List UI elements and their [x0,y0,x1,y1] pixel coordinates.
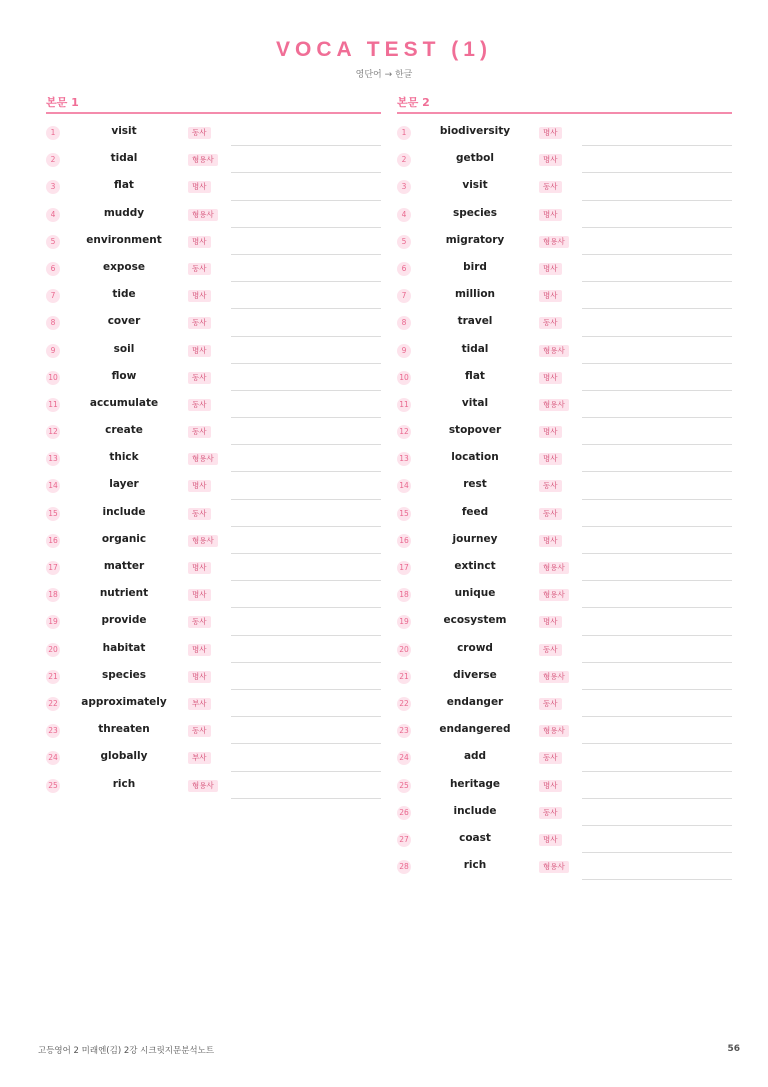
vocab-word: endangered [439,723,511,736]
vocab-word: rich [112,777,136,790]
vocab-word: rest [463,478,487,491]
vocab-word: cover [107,315,141,328]
vocab-word: location [451,451,499,464]
vocab-row [397,337,732,364]
section-heading-2: 본문 2 [397,94,732,114]
vocab-word: diverse [453,668,497,681]
item-number: 25 [46,779,60,793]
part-of-speech-badge: 동사 [188,725,211,737]
item-number: 13 [397,452,411,466]
vocab-word: include [453,804,497,817]
vocab-row [397,826,732,853]
vocab-word: crowd [457,641,493,654]
vocab-row [46,554,381,581]
vocab-word: endanger [446,695,504,708]
vocab-row [46,636,381,663]
vocab-row [397,119,732,146]
item-number: 22 [397,697,411,711]
item-number: 2 [46,153,60,167]
vocab-word: vital [461,396,489,409]
vocab-row [46,309,381,336]
vocab-word: provide [101,614,147,627]
part-of-speech-badge: 형용사 [539,725,569,737]
vocab-word: migratory [445,233,505,246]
vocab-row [397,717,732,744]
vocab-word: extinct [454,560,496,572]
vocab-row [46,173,381,200]
vocab-row [46,690,381,717]
vocab-row [397,201,732,228]
part-of-speech-badge: 명사 [188,644,211,656]
vocab-word: ecosystem [443,614,507,627]
item-number: 16 [397,534,411,548]
vocab-word: thick [109,451,139,464]
part-of-speech-badge: 동사 [539,317,562,329]
vocab-word: tide [112,288,136,301]
vocab-word: stopover [448,424,502,437]
part-of-speech-badge: 명사 [188,589,211,601]
vocab-word: journey [452,532,498,545]
word-list-section-2 [397,119,732,880]
vocab-word: approximately [81,695,167,708]
item-number: 6 [397,262,411,276]
part-of-speech-badge: 동사 [188,426,211,438]
vocab-row [46,418,381,445]
item-number: 11 [397,398,411,412]
part-of-speech-badge: 명사 [539,535,562,547]
vocab-row [46,228,381,255]
vocab-word: coast [459,831,491,844]
item-number: 4 [397,208,411,222]
vocab-row [397,772,732,799]
part-of-speech-badge: 동사 [539,644,562,656]
part-of-speech-badge: 명사 [188,236,211,248]
item-number: 16 [46,534,60,548]
part-of-speech-badge: 동사 [188,263,211,275]
part-of-speech-badge: 형용사 [539,345,569,357]
vocab-row [397,173,732,200]
item-number: 20 [46,643,60,657]
vocab-row [397,744,732,771]
vocab-row [397,853,732,880]
part-of-speech-badge: 동사 [188,616,211,628]
part-of-speech-badge: 동사 [188,317,211,329]
vocab-row [397,282,732,309]
item-number: 25 [397,779,411,793]
part-of-speech-badge: 형용사 [539,562,569,574]
item-number: 27 [397,833,411,847]
part-of-speech-badge: 명사 [539,127,562,139]
vocab-row [46,364,381,391]
vocab-word: flat [114,179,134,192]
answer-line[interactable] [582,879,732,880]
item-number: 15 [46,507,60,521]
answer-line[interactable] [231,798,381,799]
vocab-row [46,201,381,228]
vocab-row [397,146,732,173]
vocab-word: layer [109,478,139,491]
item-number: 12 [46,425,60,439]
part-of-speech-badge: 동사 [539,698,562,710]
part-of-speech-badge: 명사 [188,671,211,683]
vocab-word: include [102,505,146,518]
vocab-row [46,282,381,309]
part-of-speech-badge: 명사 [539,453,562,465]
item-number: 7 [397,289,411,303]
vocab-row [397,608,732,635]
item-number: 12 [397,425,411,439]
vocab-word: organic [101,532,147,545]
part-of-speech-badge: 명사 [539,372,562,384]
item-number: 4 [46,208,60,222]
item-number: 3 [46,180,60,194]
item-number: 19 [46,615,60,629]
part-of-speech-badge: 명사 [188,290,211,302]
vocab-row [46,391,381,418]
vocab-row [397,228,732,255]
vocab-row [46,500,381,527]
item-number: 9 [397,344,411,358]
part-of-speech-badge: 동사 [539,181,562,193]
vocab-word: million [454,288,496,301]
vocab-row [397,581,732,608]
part-of-speech-badge: 명사 [539,616,562,628]
vocab-row [397,636,732,663]
item-number: 1 [46,126,60,140]
part-of-speech-badge: 명사 [539,780,562,792]
vocab-row [397,391,732,418]
vocab-word: tidal [461,342,489,355]
part-of-speech-badge: 형용사 [539,236,569,248]
vocab-row [397,500,732,527]
vocab-row [46,119,381,146]
item-number: 18 [397,588,411,602]
item-number: 24 [397,751,411,765]
page-title: VOCA TEST (1) [276,38,492,61]
vocab-row [397,554,732,581]
part-of-speech-badge: 명사 [188,181,211,193]
part-of-speech-badge: 동사 [188,372,211,384]
item-number: 18 [46,588,60,602]
part-of-speech-badge: 동사 [188,508,211,520]
vocab-word: soil [113,342,135,355]
vocab-row [397,663,732,690]
part-of-speech-badge: 동사 [539,508,562,520]
vocab-word: matter [103,560,145,572]
item-number: 22 [46,697,60,711]
part-of-speech-badge: 부사 [188,698,211,710]
vocab-word: flow [111,369,137,382]
part-of-speech-badge: 명사 [539,834,562,846]
part-of-speech-badge: 형용사 [539,671,569,683]
item-number: 7 [46,289,60,303]
item-number: 14 [46,479,60,493]
item-number: 2 [397,153,411,167]
part-of-speech-badge: 형용사 [539,399,569,411]
item-number: 23 [397,724,411,738]
vocab-row [397,527,732,554]
item-number: 11 [46,398,60,412]
item-number: 21 [397,670,411,684]
item-number: 21 [46,670,60,684]
vocab-row [46,663,381,690]
vocab-row [46,581,381,608]
word-list-section-1 [46,119,381,799]
part-of-speech-badge: 형용사 [188,535,218,547]
vocab-row [46,445,381,472]
vocab-word: rich [463,859,487,872]
vocab-row [397,364,732,391]
vocab-word: add [463,750,487,763]
vocab-row [397,255,732,282]
item-number: 8 [397,316,411,330]
item-number: 15 [397,507,411,521]
vocab-word: habitat [102,641,146,654]
item-number: 10 [397,371,411,385]
part-of-speech-badge: 명사 [188,345,211,357]
vocab-row [46,146,381,173]
vocab-word: accumulate [89,396,159,409]
vocab-word: biodiversity [439,125,511,137]
part-of-speech-badge: 동사 [539,480,562,492]
vocab-word: create [105,424,143,437]
vocab-word: flat [465,369,485,382]
vocab-word: tidal [110,152,138,165]
vocab-word: nutrient [99,587,149,600]
item-number: 10 [46,371,60,385]
item-number: 14 [397,479,411,493]
vocab-word: visit [462,179,488,192]
part-of-speech-badge: 명사 [539,154,562,166]
part-of-speech-badge: 명사 [188,480,211,492]
item-number: 1 [397,126,411,140]
item-number: 13 [46,452,60,466]
vocab-word: unique [454,587,496,600]
item-number: 5 [46,235,60,249]
vocab-word: expose [103,260,145,273]
part-of-speech-badge: 명사 [539,290,562,302]
vocab-word: species [452,206,498,219]
item-number: 23 [46,724,60,738]
part-of-speech-badge: 동사 [539,807,562,819]
part-of-speech-badge: 부사 [188,752,211,764]
vocab-row [46,608,381,635]
part-of-speech-badge: 명사 [539,263,562,275]
part-of-speech-badge: 동사 [539,752,562,764]
vocab-word: feed [461,505,489,518]
vocab-word: species [101,668,147,681]
item-number: 5 [397,235,411,249]
footer-book-title: 고등영어 2 미래엔(김) 2강 시크릿지문분석노트 [38,1046,215,1056]
vocab-row [397,418,732,445]
vocab-row [46,744,381,771]
vocab-word: heritage [449,777,501,790]
item-number: 26 [397,806,411,820]
vocab-row [46,337,381,364]
item-number: 17 [46,561,60,575]
vocab-word: travel [457,315,493,328]
item-number: 20 [397,643,411,657]
part-of-speech-badge: 동사 [188,399,211,411]
vocab-row [397,799,732,826]
vocab-row [397,472,732,499]
vocab-row [46,717,381,744]
vocab-word: threaten [98,723,150,736]
vocab-word: bird [463,260,487,273]
vocab-row [397,690,732,717]
item-number: 8 [46,316,60,330]
vocab-row [46,255,381,282]
part-of-speech-badge: 형용사 [188,453,218,465]
item-number: 19 [397,615,411,629]
part-of-speech-badge: 형용사 [188,209,218,221]
item-number: 9 [46,344,60,358]
vocab-word: globally [100,750,148,763]
item-number: 28 [397,860,411,874]
item-number: 6 [46,262,60,276]
vocab-word: environment [86,233,162,246]
part-of-speech-badge: 형용사 [188,154,218,166]
item-number: 17 [397,561,411,575]
section-heading-1: 본문 1 [46,94,381,114]
item-number: 3 [397,180,411,194]
vocab-row [397,309,732,336]
vocab-word: visit [111,125,137,137]
vocab-row [46,527,381,554]
vocab-word: muddy [103,206,145,219]
part-of-speech-badge: 형용사 [188,780,218,792]
part-of-speech-badge: 명사 [188,562,211,574]
vocab-row [46,472,381,499]
vocab-row [397,445,732,472]
vocab-word: getbol [456,152,494,165]
vocab-row [46,772,381,799]
part-of-speech-badge: 명사 [539,209,562,221]
part-of-speech-badge: 형용사 [539,861,569,873]
page-number: 56 [727,1044,740,1054]
part-of-speech-badge: 동사 [188,127,211,139]
item-number: 24 [46,751,60,765]
page-subtitle: 영단어 → 한글 [355,70,413,80]
part-of-speech-badge: 형용사 [539,589,569,601]
part-of-speech-badge: 명사 [539,426,562,438]
